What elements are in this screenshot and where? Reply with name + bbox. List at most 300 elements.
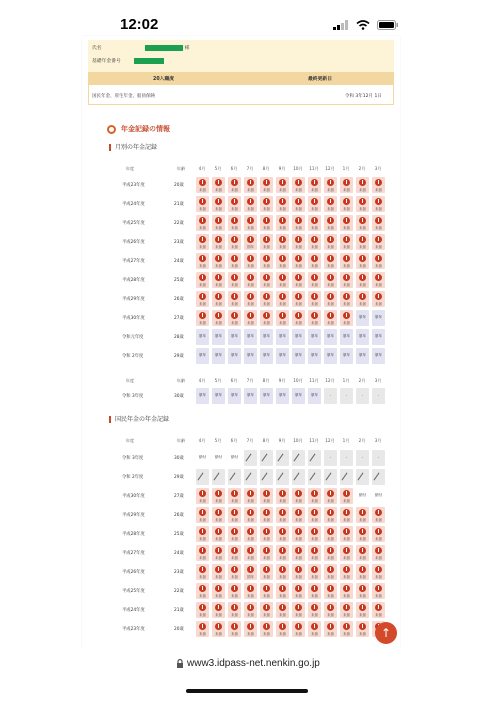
- month-cell[interactable]: 未加: [196, 488, 209, 504]
- month-cell[interactable]: 未加: [292, 545, 305, 561]
- month-cell[interactable]: 未加: [260, 215, 273, 231]
- month-cell[interactable]: 未加: [228, 272, 241, 288]
- month-header: 11月: [309, 438, 319, 443]
- month-cell[interactable]: 未加: [372, 507, 385, 523]
- age-label: 30歳: [174, 394, 184, 399]
- month-cell[interactable]: 未加: [356, 621, 369, 637]
- month-cell[interactable]: 未加: [292, 234, 305, 250]
- month-cell[interactable]: 未加: [276, 526, 289, 542]
- info-icon: [247, 179, 254, 186]
- month-cell[interactable]: 未加: [212, 526, 225, 542]
- month-cell[interactable]: 未加: [196, 564, 209, 580]
- month-cell[interactable]: 納付: [356, 488, 369, 504]
- month-cell[interactable]: 未加: [244, 196, 257, 212]
- month-cell[interactable]: 未加: [372, 196, 385, 212]
- month-cell[interactable]: 未加: [228, 545, 241, 561]
- month-cell[interactable]: 未加: [340, 602, 353, 618]
- month-cell[interactable]: 未加: [340, 196, 353, 212]
- month-cell[interactable]: 厚年: [244, 329, 257, 345]
- table-header: 年度 年齢 4月 5月 6月 7月 8月 9月 10月 11月 12月 1月 2月 3月: [82, 164, 400, 174]
- month-cell[interactable]: 未加: [356, 196, 369, 212]
- month-cell[interactable]: 未加: [212, 564, 225, 580]
- month-cell[interactable]: 厚年: [372, 329, 385, 345]
- info-icon: [343, 528, 350, 535]
- month-cell[interactable]: [372, 469, 385, 485]
- month-cell[interactable]: 未加: [324, 215, 337, 231]
- home-indicator[interactable]: [186, 689, 308, 693]
- month-cell[interactable]: 納付: [372, 488, 385, 504]
- month-cell[interactable]: 未加: [244, 602, 257, 618]
- month-cell[interactable]: 厚年: [260, 388, 273, 404]
- month-cell[interactable]: 未加: [356, 234, 369, 250]
- month-cell[interactable]: 未加: [260, 545, 273, 561]
- year-label: 令和 3年度: [122, 394, 144, 399]
- month-cell[interactable]: -: [324, 450, 337, 466]
- month-cell[interactable]: 未加: [244, 507, 257, 523]
- month-cell[interactable]: 未加: [244, 545, 257, 561]
- month-cell[interactable]: 未加: [260, 253, 273, 269]
- month-cell[interactable]: 未加: [196, 196, 209, 212]
- month-cell[interactable]: 厚年: [356, 329, 369, 345]
- month-cell[interactable]: 未加: [356, 526, 369, 542]
- month-cell[interactable]: 未加: [372, 234, 385, 250]
- month-cell[interactable]: 未加: [356, 215, 369, 231]
- month-cell[interactable]: -: [340, 388, 353, 404]
- month-cell[interactable]: 未加: [260, 602, 273, 618]
- month-cell[interactable]: 未加: [276, 253, 289, 269]
- month-cell[interactable]: [212, 469, 225, 485]
- month-cell[interactable]: 未加: [292, 583, 305, 599]
- info-icon: [295, 528, 302, 535]
- month-cell[interactable]: 厚年: [292, 388, 305, 404]
- wifi-icon: [356, 20, 370, 30]
- info-icon: [343, 179, 350, 186]
- month-cell[interactable]: 未加: [372, 602, 385, 618]
- month-cell[interactable]: 未加: [260, 196, 273, 212]
- month-cell[interactable]: 未加: [212, 291, 225, 307]
- month-cell[interactable]: 未加: [244, 310, 257, 326]
- info-icon: [311, 604, 318, 611]
- month-cell[interactable]: 未加: [196, 545, 209, 561]
- month-cell[interactable]: 未加: [308, 545, 321, 561]
- month-cell[interactable]: 未加: [372, 291, 385, 307]
- month-cell[interactable]: 未加: [212, 621, 225, 637]
- month-cell[interactable]: [356, 469, 369, 485]
- month-header: 7月: [246, 438, 254, 443]
- month-cell[interactable]: 未加: [260, 526, 273, 542]
- month-cell[interactable]: 未加: [260, 488, 273, 504]
- month-cell[interactable]: [308, 469, 321, 485]
- month-cell[interactable]: 未加: [228, 488, 241, 504]
- month-cell[interactable]: 厚年: [212, 348, 225, 364]
- month-cell[interactable]: 厚年: [308, 348, 321, 364]
- month-cell[interactable]: 未加: [340, 488, 353, 504]
- month-cell[interactable]: 厚年: [196, 388, 209, 404]
- month-cell[interactable]: 納付: [196, 450, 209, 466]
- month-cell[interactable]: 未加: [260, 507, 273, 523]
- month-cell[interactable]: 未加: [276, 215, 289, 231]
- scroll-to-top-button[interactable]: ↑: [375, 622, 397, 644]
- month-cell[interactable]: 未加: [228, 602, 241, 618]
- table-row: [82, 253, 400, 270]
- month-cell[interactable]: 未加: [340, 526, 353, 542]
- month-cell[interactable]: [260, 469, 273, 485]
- month-cell[interactable]: 未加: [308, 488, 321, 504]
- month-cell[interactable]: 未加: [244, 488, 257, 504]
- month-cell[interactable]: [292, 450, 305, 466]
- month-cell[interactable]: 未加: [260, 564, 273, 580]
- month-cell[interactable]: 未加: [276, 234, 289, 250]
- month-cell[interactable]: 未加: [308, 526, 321, 542]
- info-icon: [295, 312, 302, 319]
- month-cell[interactable]: 未加: [276, 621, 289, 637]
- info-icon: [263, 547, 270, 554]
- month-cell[interactable]: 未加: [308, 234, 321, 250]
- month-cell[interactable]: 未加: [356, 253, 369, 269]
- month-cell[interactable]: 未加: [340, 621, 353, 637]
- month-cell[interactable]: 未加: [340, 507, 353, 523]
- month-cell[interactable]: 厚年: [324, 329, 337, 345]
- month-cell[interactable]: 未加: [244, 215, 257, 231]
- month-cell[interactable]: 未加: [372, 526, 385, 542]
- month-cell[interactable]: 未加: [228, 253, 241, 269]
- month-cell[interactable]: -: [356, 450, 369, 466]
- month-cell[interactable]: 未加: [212, 583, 225, 599]
- month-cell[interactable]: 未加: [292, 507, 305, 523]
- month-cell[interactable]: 未加: [244, 272, 257, 288]
- month-cell[interactable]: 未加: [292, 272, 305, 288]
- info-icon: [231, 255, 238, 262]
- month-cell[interactable]: [228, 469, 241, 485]
- month-cell[interactable]: -: [372, 450, 385, 466]
- month-cell[interactable]: 未加: [372, 253, 385, 269]
- month-cell[interactable]: 未加: [276, 291, 289, 307]
- month-cell[interactable]: 未加: [196, 215, 209, 231]
- info-icon: [327, 566, 334, 573]
- month-cell[interactable]: -: [340, 450, 353, 466]
- month-cell[interactable]: 未加: [340, 310, 353, 326]
- month-cell[interactable]: 未加: [356, 291, 369, 307]
- info-icon: [263, 179, 270, 186]
- month-cell[interactable]: 未加: [356, 602, 369, 618]
- month-cell[interactable]: 未加: [228, 177, 241, 193]
- month-cell[interactable]: 未加: [292, 602, 305, 618]
- info-icon: [263, 490, 270, 497]
- month-cell[interactable]: 厚年: [276, 329, 289, 345]
- month-cell[interactable]: 厚年: [292, 329, 305, 345]
- info-icon: [343, 566, 350, 573]
- month-cell[interactable]: 未加: [356, 564, 369, 580]
- month-cell[interactable]: 厚年: [212, 388, 225, 404]
- month-cell[interactable]: 未加: [196, 526, 209, 542]
- month-header: 3月: [374, 438, 382, 443]
- info-icon: [247, 528, 254, 535]
- month-cell[interactable]: 厚年: [196, 348, 209, 364]
- info-icon: [231, 490, 238, 497]
- info-icon: [263, 566, 270, 573]
- month-cell[interactable]: 未加: [324, 272, 337, 288]
- month-cell[interactable]: 未加: [308, 215, 321, 231]
- info-icon: [279, 509, 286, 516]
- month-cell[interactable]: 未加: [340, 564, 353, 580]
- month-cell[interactable]: 未加: [308, 196, 321, 212]
- month-cell[interactable]: 未加: [196, 602, 209, 618]
- month-cell[interactable]: 国年: [244, 234, 257, 250]
- month-cell[interactable]: 未加: [196, 177, 209, 193]
- month-cell[interactable]: 未加: [228, 291, 241, 307]
- month-cell[interactable]: 未加: [356, 545, 369, 561]
- month-cell[interactable]: 厚年: [356, 310, 369, 326]
- month-cell[interactable]: 未加: [324, 488, 337, 504]
- month-cell[interactable]: 厚年: [244, 348, 257, 364]
- month-cell[interactable]: 厚年: [356, 348, 369, 364]
- month-cell[interactable]: 未加: [292, 196, 305, 212]
- month-cell[interactable]: 未加: [372, 215, 385, 231]
- month-cell[interactable]: 未加: [292, 526, 305, 542]
- month-cell[interactable]: 未加: [308, 507, 321, 523]
- month-cell[interactable]: 厚年: [228, 348, 241, 364]
- info-icon: [199, 274, 206, 281]
- month-cell[interactable]: 厚年: [228, 329, 241, 345]
- month-cell[interactable]: 未加: [228, 507, 241, 523]
- month-cell[interactable]: 未加: [292, 310, 305, 326]
- month-cell[interactable]: 未加: [228, 234, 241, 250]
- month-cell[interactable]: 未加: [276, 488, 289, 504]
- month-cell[interactable]: 未加: [324, 602, 337, 618]
- browser-url-bar[interactable]: [0, 650, 497, 702]
- age-label: 20歳: [174, 183, 184, 188]
- month-cell[interactable]: 未加: [340, 234, 353, 250]
- month-cell[interactable]: 未加: [244, 177, 257, 193]
- info-icon: [231, 217, 238, 224]
- month-cell[interactable]: 未加: [372, 545, 385, 561]
- month-cell[interactable]: [308, 450, 321, 466]
- month-cell[interactable]: 未加: [308, 621, 321, 637]
- month-cell[interactable]: 未加: [228, 526, 241, 542]
- month-cell[interactable]: 未加: [324, 291, 337, 307]
- info-icon: [375, 236, 382, 243]
- month-cell[interactable]: 未加: [212, 234, 225, 250]
- month-cell[interactable]: 未加: [260, 310, 273, 326]
- month-cell[interactable]: 厚年: [228, 388, 241, 404]
- month-cell[interactable]: [196, 469, 209, 485]
- month-cell[interactable]: [244, 469, 257, 485]
- month-cell[interactable]: 未加: [196, 507, 209, 523]
- month-cell[interactable]: 未加: [196, 583, 209, 599]
- month-cell[interactable]: 未加: [244, 253, 257, 269]
- month-cell[interactable]: 厚年: [260, 329, 273, 345]
- info-icon: [215, 566, 222, 573]
- month-cell[interactable]: 未加: [324, 545, 337, 561]
- month-cell[interactable]: 未加: [340, 291, 353, 307]
- slash-mark: [214, 473, 220, 481]
- month-cell[interactable]: 未加: [212, 488, 225, 504]
- month-cell[interactable]: 未加: [276, 602, 289, 618]
- month-cell[interactable]: 未加: [276, 545, 289, 561]
- month-cell[interactable]: 未加: [260, 291, 273, 307]
- month-cell[interactable]: 未加: [292, 253, 305, 269]
- month-cell[interactable]: 厚年: [308, 329, 321, 345]
- month-cell[interactable]: 未加: [372, 564, 385, 580]
- month-cell[interactable]: 未加: [308, 602, 321, 618]
- month-cell[interactable]: 未加: [212, 177, 225, 193]
- info-icon: [327, 490, 334, 497]
- month-cell[interactable]: 未加: [228, 564, 241, 580]
- month-cell[interactable]: 未加: [212, 253, 225, 269]
- month-cell[interactable]: 厚年: [196, 329, 209, 345]
- info-icon: [311, 274, 318, 281]
- month-cell[interactable]: 未加: [212, 602, 225, 618]
- month-cell[interactable]: 未加: [372, 272, 385, 288]
- age-label: 22歳: [174, 589, 184, 594]
- month-cell[interactable]: 厚年: [324, 348, 337, 364]
- month-cell[interactable]: 未加: [324, 564, 337, 580]
- month-cell[interactable]: 未加: [260, 272, 273, 288]
- month-cell[interactable]: 未加: [340, 253, 353, 269]
- month-cell[interactable]: 未加: [212, 310, 225, 326]
- month-cell[interactable]: 未加: [308, 564, 321, 580]
- month-cell[interactable]: 未加: [196, 253, 209, 269]
- month-cell[interactable]: 未加: [228, 196, 241, 212]
- month-cell[interactable]: 未加: [196, 291, 209, 307]
- month-cell[interactable]: 未加: [340, 545, 353, 561]
- month-cell[interactable]: 未加: [276, 177, 289, 193]
- month-cell[interactable]: 未加: [276, 564, 289, 580]
- month-cell[interactable]: 未加: [228, 621, 241, 637]
- month-cell[interactable]: 厚年: [340, 329, 353, 345]
- info-icon: [199, 604, 206, 611]
- month-cell[interactable]: 未加: [244, 583, 257, 599]
- month-cell[interactable]: 未加: [324, 177, 337, 193]
- month-cell[interactable]: 納付: [212, 450, 225, 466]
- month-cell[interactable]: -: [324, 388, 337, 404]
- info-icon: [279, 547, 286, 554]
- month-cell[interactable]: 未加: [340, 583, 353, 599]
- info-icon: [199, 547, 206, 554]
- month-cell[interactable]: 未加: [292, 177, 305, 193]
- month-cell[interactable]: 未加: [372, 583, 385, 599]
- month-cell[interactable]: 厚年: [244, 388, 257, 404]
- month-cell[interactable]: 未加: [212, 272, 225, 288]
- month-cell[interactable]: 未加: [356, 507, 369, 523]
- month-cell[interactable]: 国年: [244, 564, 257, 580]
- month-cell[interactable]: 未加: [196, 621, 209, 637]
- month-cell[interactable]: 未加: [292, 291, 305, 307]
- info-icon: [231, 509, 238, 516]
- circle-icon: [107, 125, 116, 134]
- month-cell[interactable]: 未加: [276, 196, 289, 212]
- month-cell[interactable]: 未加: [340, 215, 353, 231]
- month-cell[interactable]: 未加: [244, 621, 257, 637]
- month-cell[interactable]: 厚年: [372, 310, 385, 326]
- month-cell[interactable]: 未加: [276, 310, 289, 326]
- month-cell[interactable]: 未加: [244, 291, 257, 307]
- month-cell[interactable]: [276, 450, 289, 466]
- month-cell[interactable]: 未加: [324, 310, 337, 326]
- month-cell[interactable]: 未加: [308, 291, 321, 307]
- month-cell[interactable]: 未加: [324, 196, 337, 212]
- month-cell[interactable]: 未加: [308, 253, 321, 269]
- month-cell[interactable]: 厚年: [308, 388, 321, 404]
- info-icon: [199, 585, 206, 592]
- month-cell[interactable]: 厚年: [260, 348, 273, 364]
- month-cell[interactable]: -: [372, 388, 385, 404]
- month-cell[interactable]: 未加: [260, 177, 273, 193]
- month-cell[interactable]: 未加: [308, 583, 321, 599]
- month-cell[interactable]: 未加: [260, 621, 273, 637]
- month-cell[interactable]: [260, 450, 273, 466]
- month-cell[interactable]: 未加: [276, 507, 289, 523]
- month-cell[interactable]: [244, 450, 257, 466]
- month-cell[interactable]: 未加: [276, 583, 289, 599]
- month-cell[interactable]: [276, 469, 289, 485]
- month-cell[interactable]: [340, 469, 353, 485]
- month-cell[interactable]: 未加: [244, 526, 257, 542]
- month-cell[interactable]: 未加: [292, 215, 305, 231]
- info-icon: [311, 198, 318, 205]
- month-cell[interactable]: 未加: [212, 507, 225, 523]
- month-cell[interactable]: 厚年: [276, 388, 289, 404]
- month-cell[interactable]: 未加: [292, 488, 305, 504]
- month-cell[interactable]: 未加: [212, 545, 225, 561]
- month-cell[interactable]: 未加: [324, 234, 337, 250]
- month-cell[interactable]: 未加: [228, 215, 241, 231]
- month-cell[interactable]: 未加: [324, 526, 337, 542]
- month-cell[interactable]: 未加: [324, 253, 337, 269]
- month-cell[interactable]: 厚年: [276, 348, 289, 364]
- month-cell[interactable]: 厚年: [372, 348, 385, 364]
- month-cell[interactable]: 未加: [292, 564, 305, 580]
- month-cell[interactable]: 未加: [228, 310, 241, 326]
- table-row: [82, 526, 400, 543]
- month-cell[interactable]: 未加: [356, 272, 369, 288]
- month-cell[interactable]: 納付: [228, 450, 241, 466]
- info-icon: [279, 312, 286, 319]
- month-cell[interactable]: 未加: [292, 621, 305, 637]
- month-cell[interactable]: [292, 469, 305, 485]
- month-cell[interactable]: 未加: [324, 507, 337, 523]
- month-cell[interactable]: 厚年: [340, 348, 353, 364]
- month-cell[interactable]: 未加: [324, 621, 337, 637]
- month-cell[interactable]: 未加: [276, 272, 289, 288]
- month-cell[interactable]: 未加: [356, 583, 369, 599]
- month-cell[interactable]: 未加: [340, 272, 353, 288]
- month-cell[interactable]: 未加: [340, 177, 353, 193]
- month-cell[interactable]: [324, 469, 337, 485]
- month-cell[interactable]: 未加: [260, 234, 273, 250]
- month-cell[interactable]: 未加: [196, 234, 209, 250]
- info-icon: [247, 585, 254, 592]
- info-icon: [247, 198, 254, 205]
- month-cell[interactable]: 未加: [196, 272, 209, 288]
- month-cell[interactable]: 未加: [228, 583, 241, 599]
- subscribed-systems: 国民年金、厚生年金、船員保険: [92, 94, 155, 99]
- month-cell[interactable]: -: [356, 388, 369, 404]
- month-cell[interactable]: 厚年: [212, 329, 225, 345]
- month-cell[interactable]: 未加: [212, 215, 225, 231]
- month-cell[interactable]: 未加: [308, 310, 321, 326]
- table-row: [82, 488, 400, 505]
- month-cell[interactable]: 未加: [308, 177, 321, 193]
- month-cell[interactable]: 未加: [260, 583, 273, 599]
- month-cell[interactable]: 未加: [196, 310, 209, 326]
- month-cell[interactable]: 未加: [212, 196, 225, 212]
- month-cell[interactable]: 未加: [356, 177, 369, 193]
- month-cell[interactable]: 未加: [308, 272, 321, 288]
- month-cell[interactable]: 未加: [372, 177, 385, 193]
- month-cell[interactable]: 厚年: [292, 348, 305, 364]
- month-cell[interactable]: 未加: [324, 583, 337, 599]
